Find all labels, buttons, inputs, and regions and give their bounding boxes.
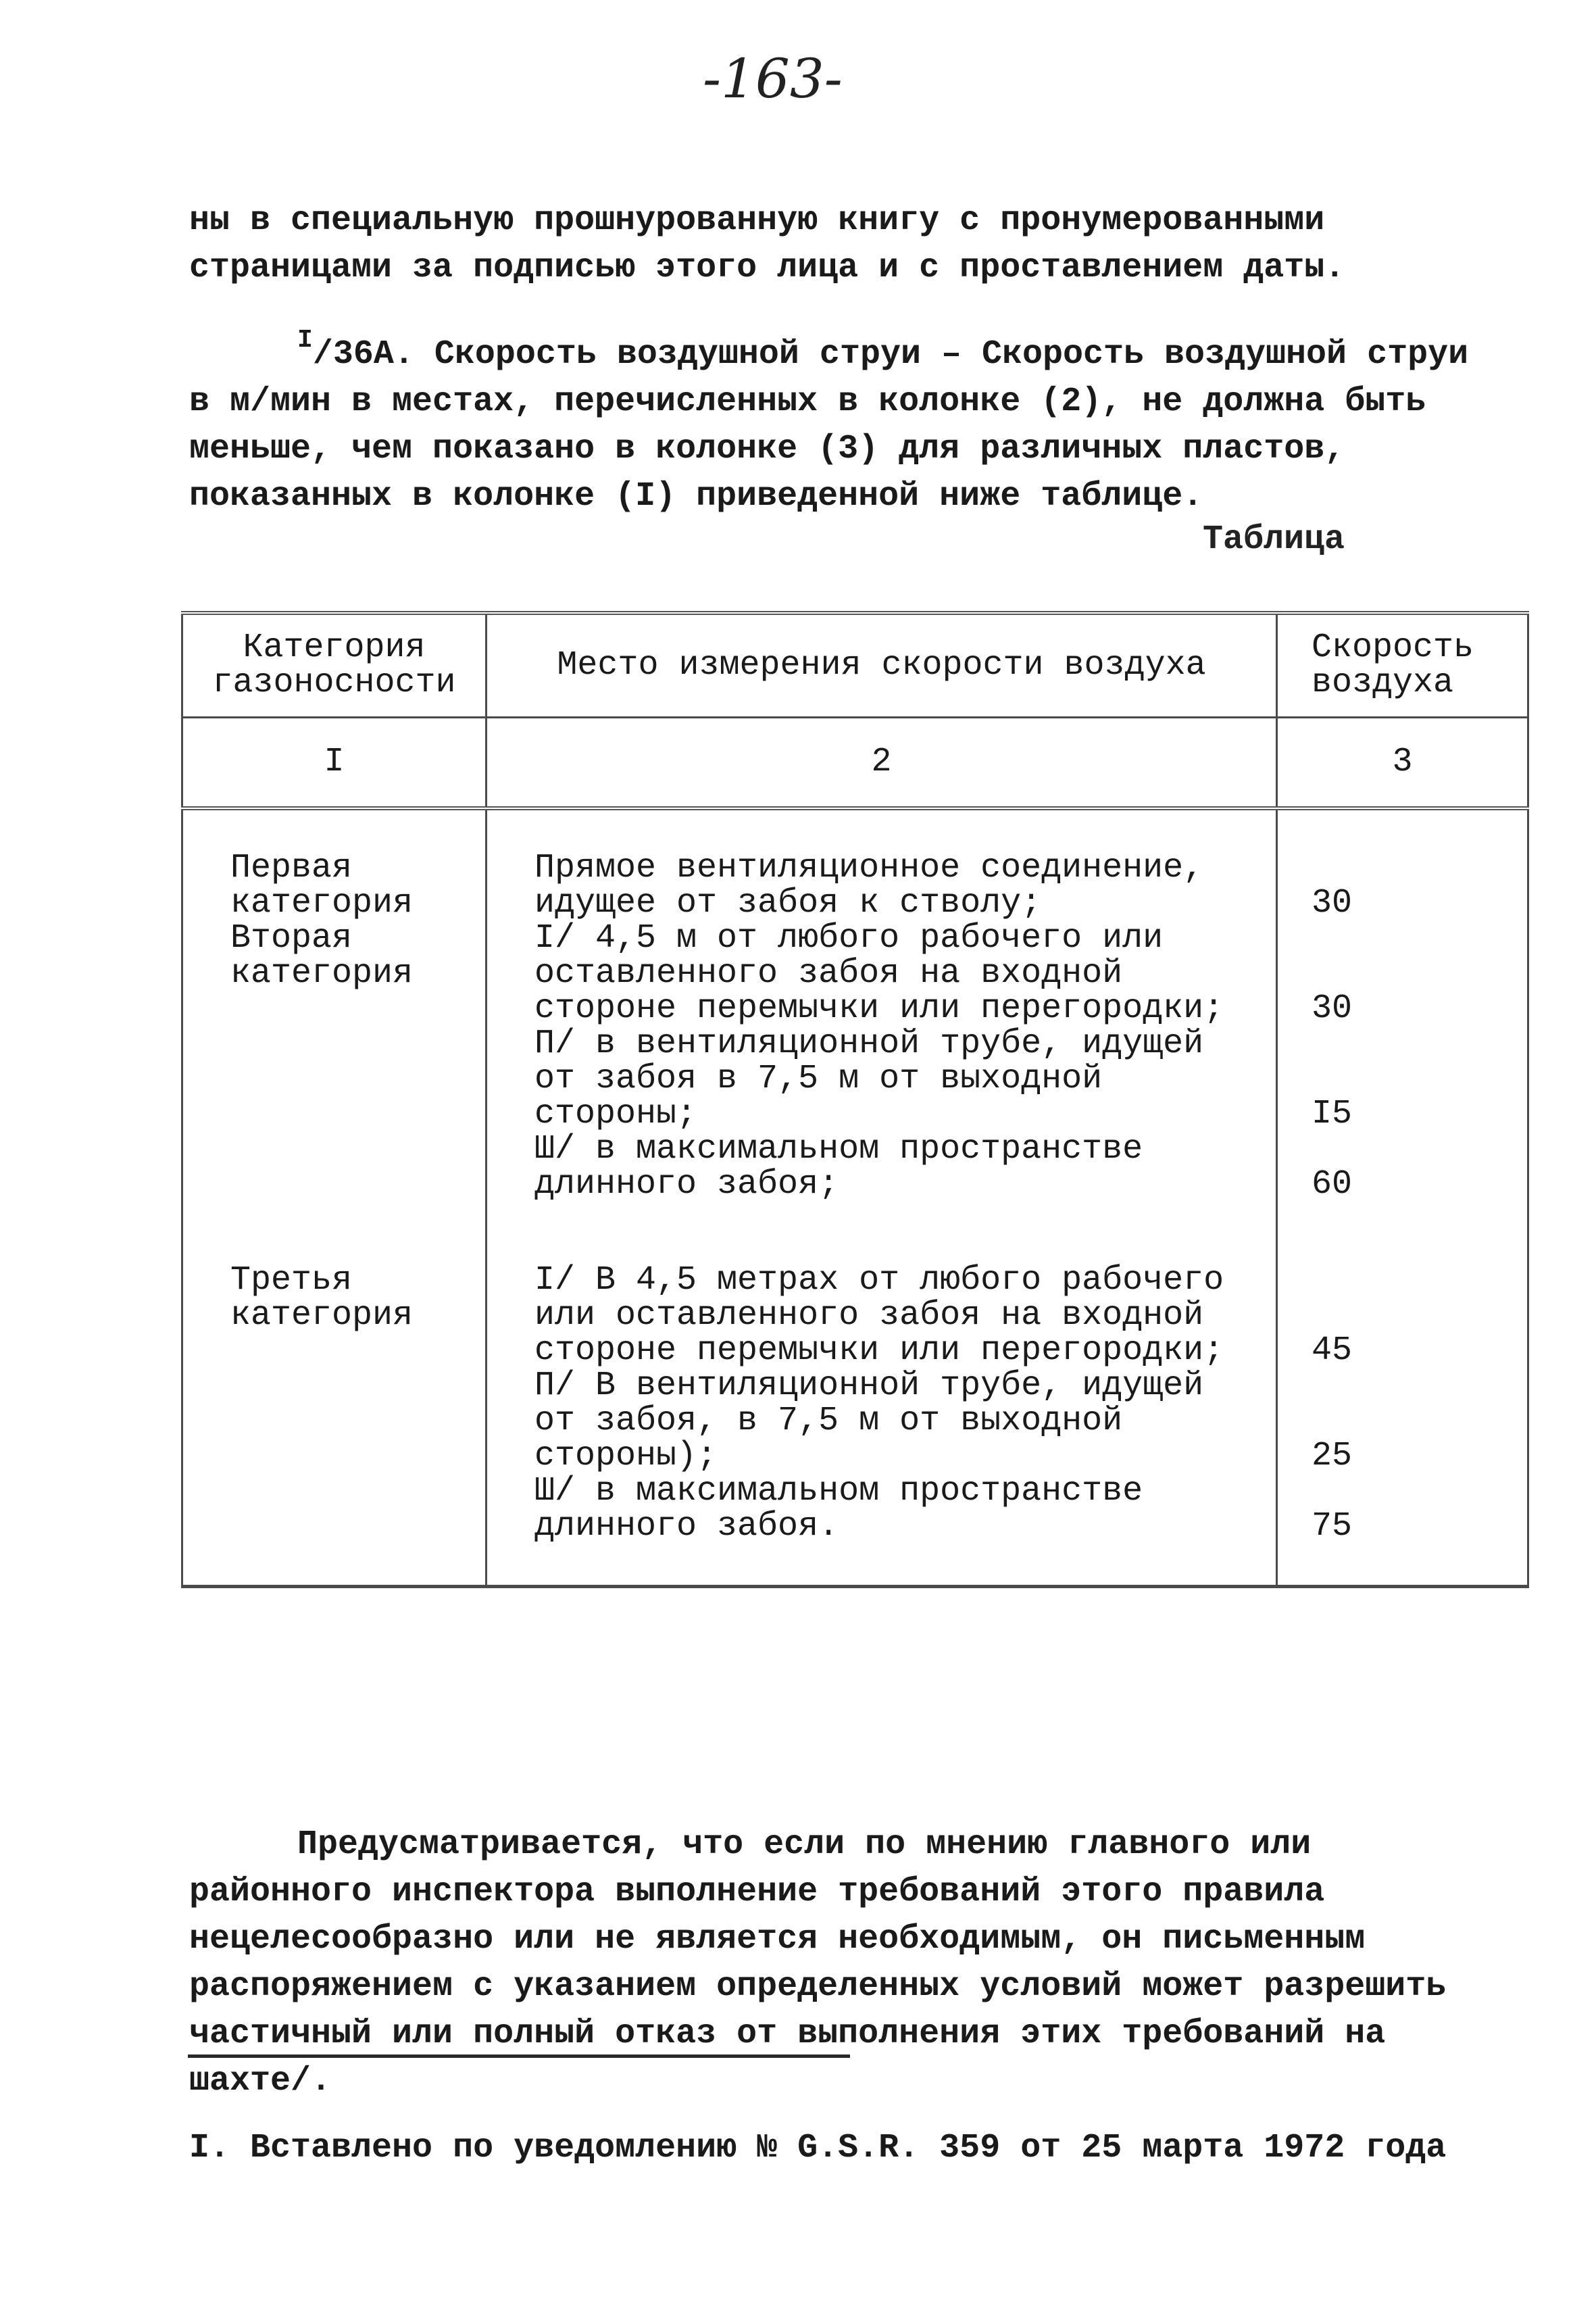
table-caption: Таблица	[1203, 520, 1345, 559]
row-category: Первая категория	[182, 808, 487, 921]
row-place: П/ В вентиляционной трубе, идущей от забоя, в 7,5 м от выходной стороны);	[487, 1369, 1277, 1474]
row-speed: 60	[1277, 1132, 1528, 1202]
row-speed: 45	[1277, 1202, 1528, 1369]
page-number: -163-	[703, 47, 843, 110]
continuation-paragraph	[189, 197, 1507, 292]
row-category: Вторая категория	[182, 921, 487, 1027]
header-place: Место измерения скорости воздуха	[487, 613, 1277, 718]
row-place: П/ в вентиляционной трубе, идущей от забоя в 7,5 м от выходной стороны;	[487, 1027, 1277, 1132]
row-category: Третья категория	[182, 1202, 487, 1369]
table-row	[182, 1027, 1528, 1132]
rule-text-wrapper	[189, 326, 1507, 520]
header-speed: Скорость воздуха	[1277, 613, 1528, 718]
table-row	[182, 808, 1528, 921]
row-speed: 25	[1277, 1369, 1528, 1474]
row-place: Прямое вентиляционное соединение, идущее от забоя к стволу;	[487, 808, 1277, 921]
row-speed: I5	[1277, 1027, 1528, 1132]
rule-text: /36А. Скорость воздушной струи – Скорость воздушной струи в м/мин в местах, перечисленных в колонке (2), не должна быть меньше, чем показано в колонке (3) для различных пластов, показанных в колонке (I) приведенной ниже таблице.	[189, 335, 1469, 516]
row-speed: 75	[1277, 1474, 1528, 1587]
table-row	[182, 1202, 1528, 1369]
table-header-row	[182, 613, 1528, 718]
row-place: I/ 4,5 м от любого рабочего или оставленного забоя на входной стороне перемычки или перегородки;	[487, 921, 1277, 1027]
continuation-text: ны в специальную прошнурованную книгу с пронумерованными страницами за подписью этого лица и с проставлением даты.	[189, 201, 1345, 287]
footnote-divider	[188, 2054, 850, 2058]
table-row	[182, 1369, 1528, 1474]
row-place: I/ В 4,5 метрах от любого рабочего или оставленного забоя на входной стороне перемычки или перегородки;	[487, 1202, 1277, 1369]
table-row	[182, 1132, 1528, 1202]
footnote: I. Вставлено по уведомлению № G.S.R. 359 от 25 марта 1972 года	[189, 2129, 1447, 2167]
row-speed: 30	[1277, 921, 1528, 1027]
table-row	[182, 921, 1528, 1027]
row-category	[182, 1132, 487, 1202]
header-category: Категория газоносности	[182, 613, 487, 718]
row-place: Ш/ в максимальном пространстве длинного забоя.	[487, 1474, 1277, 1587]
rule-paragraph	[189, 326, 1507, 520]
air-velocity-table	[181, 611, 1529, 1588]
row-category	[182, 1027, 487, 1132]
closing-paragraph	[189, 1821, 1507, 2105]
column-number-3: 3	[1277, 718, 1528, 809]
column-number-row	[182, 718, 1528, 809]
table-row	[182, 1474, 1528, 1587]
column-number-2: 2	[487, 718, 1277, 809]
row-category	[182, 1474, 487, 1587]
row-place: Ш/ в максимальном пространстве длинного забоя;	[487, 1132, 1277, 1202]
row-category	[182, 1369, 487, 1474]
closing-text: Предусматривается, что если по мнению главного или районного инспектора выполнение требований этого правила нецелесообразно или не является необходимым, он письменным распоряжением с указанием определенных условий может разрешить частичный или полный отказ от выполнения этих требований на шахте/.	[189, 1825, 1447, 2100]
rule-footnote-marker: I	[297, 326, 313, 355]
column-number-1: I	[182, 718, 487, 809]
row-speed: 30	[1277, 808, 1528, 921]
